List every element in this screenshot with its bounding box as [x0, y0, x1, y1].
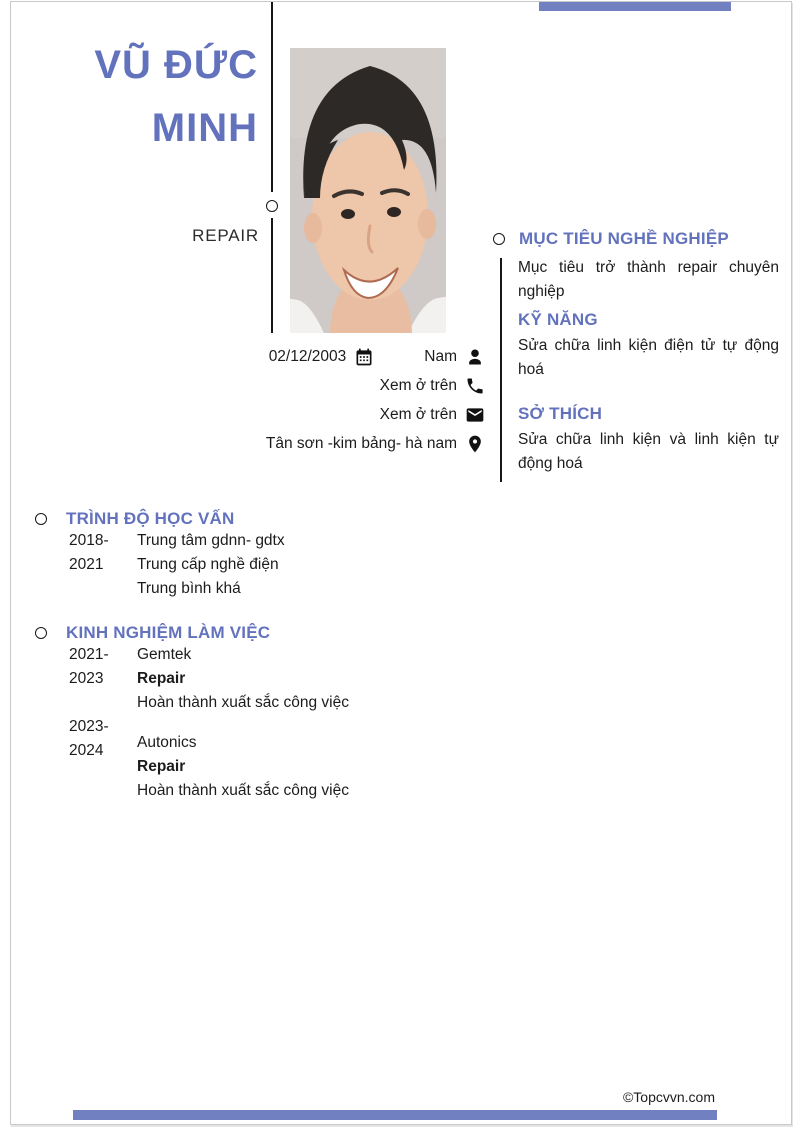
skills-text: Sửa chữa linh kiện điện tử tự động hoá [518, 337, 779, 378]
email-value: Xem ở trên [379, 406, 457, 423]
gender-pair [424, 347, 485, 367]
education-heading: TRÌNH ĐỘ HỌC VẤN [66, 509, 235, 528]
education-grade: Trung bình khá [137, 580, 241, 597]
experience-period-from: 2021- [69, 646, 109, 663]
education-period-from: 2018- [69, 532, 109, 549]
experience-heading: KINH NGHIỆM LÀM VIỆC [66, 623, 271, 642]
experience-period-to: 2024 [69, 742, 104, 759]
experience-note: Hoàn thành xuất sắc công việc [137, 782, 349, 799]
calendar-icon [354, 347, 374, 367]
gender-value: Nam [424, 348, 457, 365]
experience-details [137, 715, 471, 803]
contact-row-birth-gender [269, 346, 485, 368]
skills-heading: KỸ NĂNG [518, 310, 598, 329]
education-section [35, 509, 471, 601]
bottom-accent-bar [73, 1110, 717, 1120]
contact-block [11, 346, 485, 455]
location-icon [465, 434, 485, 454]
education-period [69, 529, 137, 601]
experience-entry [69, 643, 471, 715]
objective-heading-row [493, 229, 789, 249]
experience-company: Gemtek [137, 646, 192, 663]
section-bullet-experience [35, 627, 47, 639]
education-period-to: 2021 [69, 556, 104, 573]
experience-details [137, 643, 471, 715]
contact-row-phone [380, 375, 485, 397]
objective-heading: MỤC TIÊU NGHỀ NGHIỆP [519, 229, 729, 248]
phone-value: Xem ở trên [379, 377, 457, 394]
experience-company: Autonics [137, 734, 197, 751]
education-heading-row [35, 509, 471, 529]
education-school: Trung tâm gdnn- gdtx [137, 532, 285, 549]
header-divider-circle [266, 200, 278, 212]
person-icon [465, 347, 485, 367]
top-accent-bar [539, 2, 731, 11]
birth-date-pair [269, 347, 375, 367]
birth-date-value: 02/12/2003 [268, 348, 347, 365]
experience-heading-row [35, 623, 471, 643]
profile-photo [290, 48, 446, 333]
objective-text: Mục tiêu trở thành repair chuyên nghiệp [518, 259, 779, 300]
header-divider-line-upper [271, 2, 273, 192]
section-bullet-education [35, 513, 47, 525]
experience-section [35, 623, 471, 803]
education-details [137, 529, 471, 601]
experience-period-to: 2023 [69, 670, 104, 687]
education-major: Trung cấp nghề điện [137, 556, 279, 573]
contact-row-address [266, 433, 485, 455]
right-column [493, 229, 789, 476]
contact-row-email [380, 404, 485, 426]
candidate-name-line2: MINH [151, 106, 258, 150]
phone-icon [465, 376, 485, 396]
experience-period-from: 2023- [69, 718, 109, 735]
hobbies-heading: SỞ THÍCH [518, 404, 603, 423]
right-column-rule [500, 258, 502, 482]
experience-period [69, 643, 137, 715]
right-column-body [518, 256, 779, 476]
cv-page [10, 1, 792, 1125]
copyright-text: ©Topcvvn.com [622, 1089, 715, 1105]
job-title: REPAIR [192, 226, 259, 245]
mail-icon [465, 405, 485, 425]
header-divider-line-lower [271, 218, 273, 333]
candidate-name [31, 34, 258, 160]
education-entry [69, 529, 471, 601]
hobbies-text: Sửa chữa linh kiện và linh kiện tự động hoá [518, 431, 779, 472]
candidate-name-line1: VŨ ĐỨC [94, 43, 258, 87]
experience-note: Hoàn thành xuất sắc công việc [137, 694, 349, 711]
section-bullet-objective [493, 233, 505, 245]
experience-position: Repair [137, 758, 186, 775]
experience-position: Repair [137, 670, 186, 687]
experience-entry [69, 715, 471, 803]
address-value: Tân sơn -kim bảng- hà nam [265, 435, 457, 452]
experience-period [69, 715, 137, 803]
